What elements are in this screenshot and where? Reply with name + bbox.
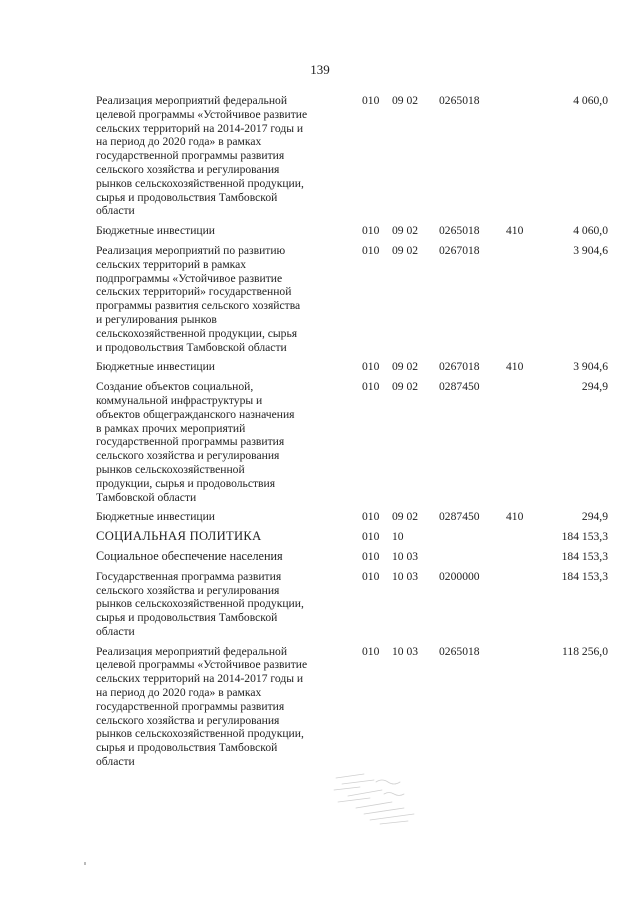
ministry-code: 010 (362, 380, 380, 394)
target-article-code: 0287450 (439, 380, 480, 394)
row-description: Реализация мероприятий федеральной целевой программы «Устойчивое развитие сельских территорий на 2014-2017 годы и на период до 2020 года» в рамках государственной программы развития сельского хозяйства и регулирования рынков сельскохозяйственной продукции, сырья и продовольствия Тамбовской области (96, 94, 308, 218)
amount: 118 256,0 (562, 644, 608, 658)
amount: 4 060,0 (573, 224, 608, 238)
target-article-code: 0200000 (439, 569, 480, 583)
section-code: 09 02 (392, 94, 419, 107)
row-description: Бюджетные инвестиции (96, 360, 216, 374)
table-row (96, 360, 608, 374)
section-code: 09 02 (392, 243, 419, 257)
amount: 184 153,3 (561, 549, 608, 563)
row-description: Реализация мероприятий федеральной целевой программы «Устойчивое развитие сельских территорий на 2014-2017 годы и на период до 2020 года» в рамках государственной программы развития сельского хозяйства и регулирования рынков сельскохозяйственной продукции, сырья и продовольствия Тамбовской области (96, 644, 308, 769)
row-description: Реализация мероприятий по развитию сельских территорий в рамках подпрограммы «Устойчивое развитие сельских территорий» государственной программы развития сельского хозяйства и регулирования рынков сельскохозяйственной продукции, сырья и продовольствия Тамбовской области (96, 243, 301, 354)
table-row (96, 244, 608, 354)
expense-type-code: 410 (506, 360, 524, 374)
subsection-heading: Социальное обеспечение населения (96, 548, 283, 563)
scan-speck (84, 862, 86, 865)
target-article-code: 0267018 (439, 243, 480, 257)
amount: 294,9 (581, 380, 608, 394)
amount: 184 153,3 (561, 530, 608, 544)
section-code: 09 02 (392, 224, 419, 238)
table-row (96, 380, 608, 504)
ministry-code: 010 (362, 549, 380, 563)
budget-table (96, 94, 608, 775)
faded-stamp (330, 768, 420, 828)
table-row (96, 224, 608, 238)
target-article-code: 0265018 (439, 644, 480, 658)
ministry-code: 010 (362, 94, 380, 107)
table-row (96, 550, 608, 564)
table-row (96, 645, 608, 769)
section-heading: СОЦИАЛЬНАЯ ПОЛИТИКА (96, 529, 262, 544)
expense-type-code: 410 (506, 224, 524, 238)
ministry-code: 010 (362, 510, 380, 524)
ministry-code: 010 (362, 224, 380, 238)
section-code: 10 03 (392, 644, 419, 658)
target-article-code: 0265018 (439, 224, 480, 238)
amount: 3 904,6 (573, 360, 608, 374)
target-article-code: 0265018 (439, 94, 480, 107)
row-description: Создание объектов социальной, коммунальной инфраструктуры и объектов общегражданского назначения в рамках прочих мероприятий государственной программы развития сельского хозяйства и регулирования рынков сельскохозяйственной продукции, сырья и продовольствия Тамбовской области (96, 380, 295, 504)
amount: 3 904,6 (573, 243, 608, 257)
amount: 294,9 (581, 510, 608, 524)
row-description: Бюджетные инвестиции (96, 224, 216, 238)
expense-type-code: 410 (506, 510, 524, 524)
ministry-code: 010 (362, 569, 380, 583)
target-article-code: 0267018 (439, 360, 480, 374)
section-code: 10 03 (392, 569, 419, 583)
amount: 184 153,3 (561, 569, 608, 583)
row-description: Бюджетные инвестиции (96, 510, 216, 524)
section-code: 09 02 (392, 510, 419, 524)
target-article-code: 0287450 (439, 510, 480, 524)
section-code: 09 02 (392, 360, 419, 374)
row-description: Государственная программа развития сельского хозяйства и регулирования рынков сельскохозяйственной продукции, сырья и продовольствия Тамбовской области (96, 569, 304, 638)
table-row (96, 94, 608, 218)
table-row (96, 510, 608, 524)
page-number: 139 (310, 62, 330, 77)
amount: 4 060,0 (573, 94, 608, 107)
section-code: 10 03 (392, 549, 419, 563)
section-code: 09 02 (392, 380, 419, 394)
table-row (96, 530, 608, 544)
table-row (96, 570, 608, 639)
ministry-code: 010 (362, 530, 380, 544)
ministry-code: 010 (362, 360, 380, 374)
section-code: 10 (392, 530, 404, 544)
ministry-code: 010 (362, 243, 380, 257)
ministry-code: 010 (362, 644, 380, 658)
